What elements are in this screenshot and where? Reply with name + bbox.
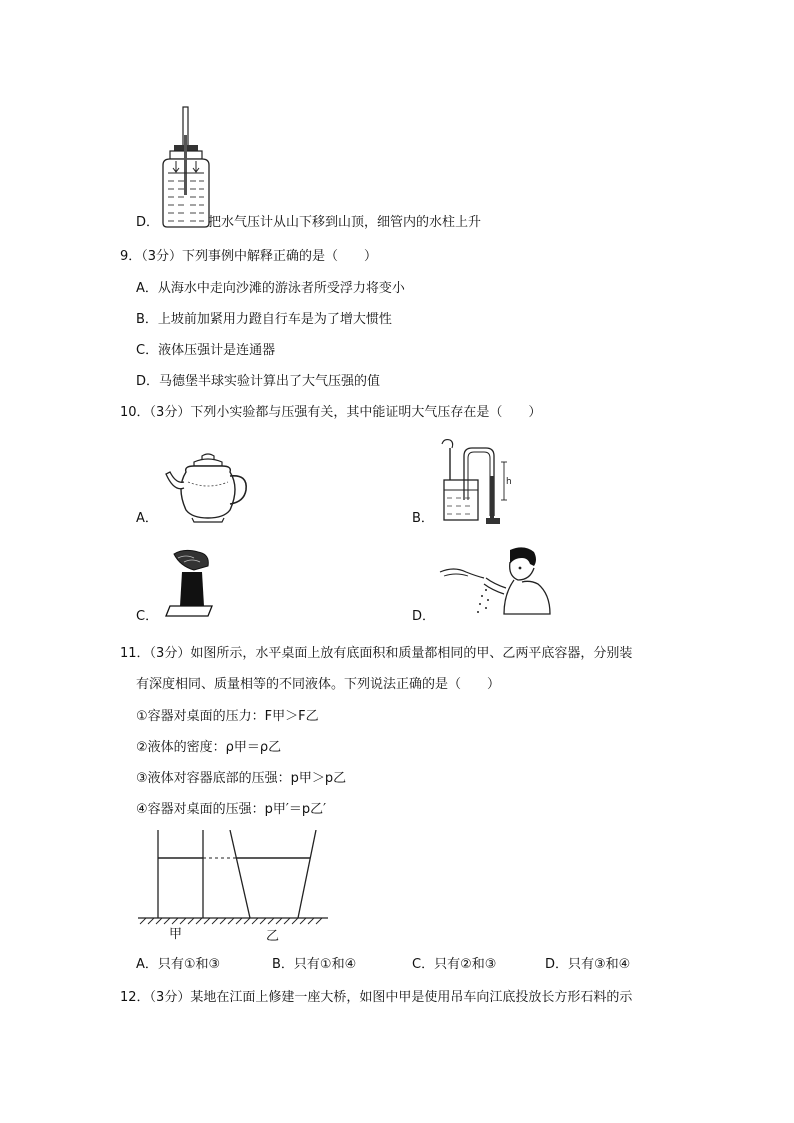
covered-cup-figure: [164, 548, 218, 618]
q10-label-c: C．: [136, 609, 159, 624]
q10-label-d: D．: [412, 609, 436, 624]
q11-choice-c: C．只有②和③: [412, 957, 497, 972]
q9-option-d: D．马德堡半球实验计算出了大气压强的值: [136, 374, 381, 389]
q9-option-b: B．上坡前加紧用力蹬自行车是为了增大惯性: [136, 312, 392, 327]
tube-height-mark: h: [506, 477, 512, 487]
q11-choice-d: D．只有③和④: [545, 957, 631, 972]
q8-option-d-text: 把水气压计从山下移到山顶，细管内的水柱上升: [208, 215, 482, 230]
barometer-figure: [158, 105, 210, 229]
q11-statement-3: ③液体对容器底部的压强：p甲＞p乙: [136, 771, 347, 786]
container-label-yi: 乙: [266, 929, 280, 944]
q11-choice-a: A．只有①和③: [136, 957, 221, 972]
container-label-jia: 甲: [169, 927, 183, 942]
child-blowing-figure: [438, 544, 554, 618]
containers-figure: [138, 830, 328, 932]
q10-stem: 10．（3分）下列小实验都与压强有关，其中能证明大气压存在是（ ）: [120, 405, 542, 420]
teapot-figure: [164, 452, 250, 524]
q11-statement-1: ①容器对桌面的压力：F甲＞F乙: [136, 709, 319, 724]
q12-stem: 12．（3分）某地在江面上修建一座大桥，如图中甲是使用吊车向江底投放长方形石料的示: [120, 990, 633, 1005]
q8-option-d-letter: D．: [136, 215, 160, 230]
q10-label-b: B．: [412, 511, 434, 526]
q11-statement-2: ②液体的密度：ρ甲＝ρ乙: [136, 740, 282, 755]
q9-option-a: A．从海水中走向沙滩的游泳者所受浮力将变小: [136, 281, 405, 296]
q9-option-c: C．液体压强计是连通器: [136, 343, 276, 358]
q11-statement-4: ④容器对桌面的压强：p甲′＝p乙′: [136, 802, 327, 817]
q9-stem: 9．（3分）下列事例中解释正确的是（ ）: [120, 249, 378, 264]
q11-choice-b: B．只有①和④: [272, 957, 357, 972]
q11-stem-line1: 11．（3分）如图所示，水平桌面上放有底面积和质量都相同的甲、乙两平底容器，分别装: [120, 646, 633, 661]
q11-stem-line2: 有深度相同、质量相等的不同液体。下列说法正确的是（ ）: [136, 677, 501, 692]
q10-label-a: A．: [136, 511, 158, 526]
tube-apparatus-figure: [436, 436, 518, 528]
